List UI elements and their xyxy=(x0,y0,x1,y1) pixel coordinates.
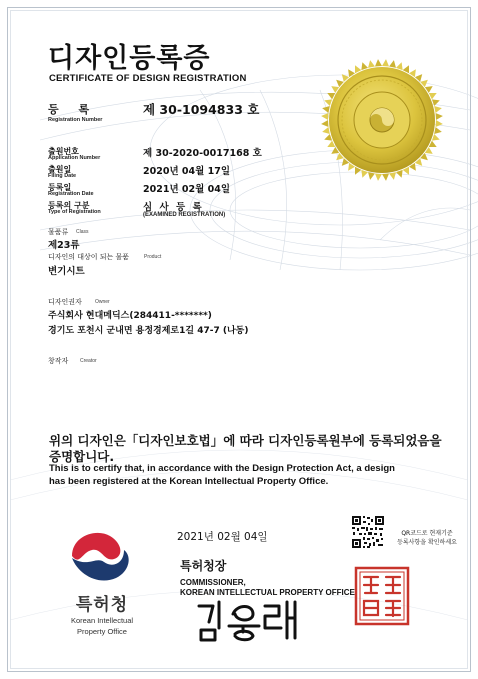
seal-ray xyxy=(396,170,403,178)
seal-ray xyxy=(436,113,443,120)
creator-label: 창작자 xyxy=(48,357,69,365)
seal-ray xyxy=(368,60,375,68)
creator-label-en: Creator xyxy=(80,358,97,364)
statement-korean-line1: 위의 디자인은「디자인보호법」에 따라 디자인등록원부에 등록되었음을 xyxy=(49,433,442,448)
qr-note-line2: 등록사항을 확인하세요 xyxy=(397,539,457,546)
commissioner-title-korean: 특허청장 xyxy=(180,559,227,573)
kipo-name-english-line1: Korean Intellectual xyxy=(70,616,134,625)
seal-ray xyxy=(361,62,368,70)
seal-ray xyxy=(324,99,332,106)
commissioner-title-english-line2: KOREAN INTELLECTUAL PROPERTY OFFICE xyxy=(180,588,355,597)
seal-ray xyxy=(434,106,442,113)
seal-ray xyxy=(432,134,440,141)
registration-type-value: 심 사 등 록 xyxy=(143,202,204,213)
application-number-label-en: Application Number xyxy=(48,155,101,161)
registration-number-label-en: Registration Number xyxy=(48,117,103,123)
statement-korean-line2: 증명합니다. xyxy=(49,449,115,464)
seal-ray xyxy=(436,120,443,127)
seal-ray xyxy=(375,174,382,181)
seal-ray xyxy=(321,113,328,120)
registration-number-value: 제 30-1094833 호 xyxy=(143,102,260,117)
owner-name: 주식회사 현대메딕스(284411-*******) xyxy=(48,311,212,321)
product-label-en: Product xyxy=(144,254,162,260)
kipo-name-english-line2: Property Office xyxy=(77,627,127,636)
seal-ray xyxy=(389,172,396,180)
issue-date: 2021년 02월 04일 xyxy=(177,531,268,543)
class-label-en: Class xyxy=(76,229,89,235)
seal-ray xyxy=(321,120,328,127)
gold-seal-icon xyxy=(320,58,444,182)
product-value: 변기시트 xyxy=(48,266,85,277)
seal-ray xyxy=(382,59,389,66)
registration-type-value-en: (EXAMINED REGISTRATION) xyxy=(143,212,226,218)
seal-ray xyxy=(432,99,440,106)
kipo-name-korean: 특허청 xyxy=(75,595,129,615)
seal-ray xyxy=(434,127,442,134)
owner-label-en: Owner xyxy=(95,299,110,305)
commissioner-signature xyxy=(195,598,305,642)
registration-date-value: 2021년 02월 04일 xyxy=(143,184,231,195)
seal-ray xyxy=(382,174,389,181)
application-number-value: 제 30-2020-0017168 호 xyxy=(143,148,262,159)
qr-code-icon[interactable] xyxy=(351,515,385,549)
qr-note-line1: QR코드로 현재기준 xyxy=(401,530,453,537)
official-red-stamp-icon xyxy=(354,566,410,626)
class-label: 물품류 xyxy=(48,228,69,236)
seal-ray xyxy=(322,106,330,113)
application-number-label: 출원번호 xyxy=(48,147,79,156)
product-label: 디자인의 대상이 되는 물품 xyxy=(48,253,130,261)
statement-english-line2: has been registered at the Korean Intellectual Property Office. xyxy=(49,476,329,487)
statement-english-line1: This is to certify that, in accordance with the Design Protection Act, a design xyxy=(49,463,395,474)
filing-date-label: 출원일 xyxy=(48,165,72,174)
seal-ray xyxy=(322,127,330,134)
registration-type-label-en: Type of Registration xyxy=(48,209,101,215)
registration-number-label: 등 록 xyxy=(48,103,98,116)
seal-ray xyxy=(368,172,375,180)
seal-ray xyxy=(324,134,332,141)
certificate-title-korean: 디자인등록증 xyxy=(48,43,211,74)
seal-ray xyxy=(375,59,382,66)
owner-label: 디자인권자 xyxy=(48,298,82,306)
seal-ray xyxy=(396,62,403,70)
registration-type-label: 등록의 구분 xyxy=(48,201,90,210)
commissioner-title-english-line1: COMMISSIONER, xyxy=(180,578,246,587)
class-value: 제23류 xyxy=(48,240,80,251)
kipo-logo-icon xyxy=(66,526,136,588)
owner-address: 경기도 포천시 군내면 용정경제로1길 47-7 (나동) xyxy=(48,326,249,336)
registration-date-label: 등록일 xyxy=(48,183,72,192)
filing-date-label-en: Filing Date xyxy=(48,173,77,179)
seal-ray xyxy=(389,60,396,68)
registration-date-label-en: Registration Date xyxy=(48,191,94,197)
filing-date-value: 2020년 04월 17일 xyxy=(143,166,231,177)
certificate-title-english: CERTIFICATE OF DESIGN REGISTRATION xyxy=(49,73,247,84)
seal-ray xyxy=(361,170,368,178)
